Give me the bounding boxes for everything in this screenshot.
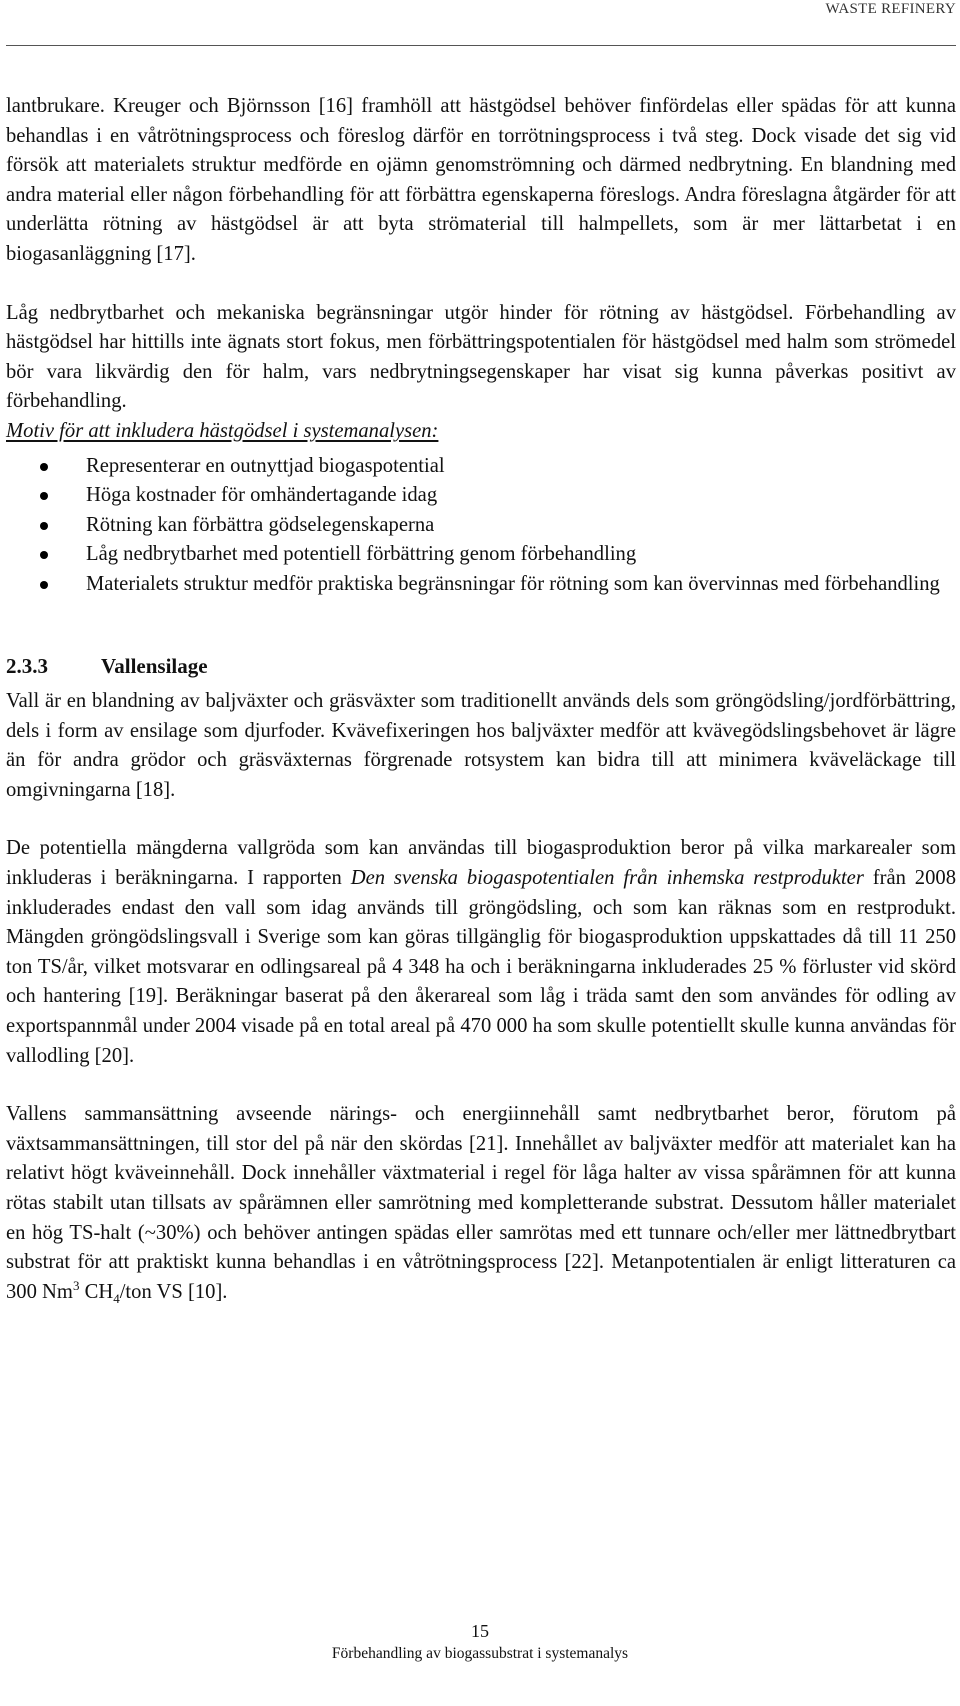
paragraph-vall-potential: De potentiella mängderna vallgröda som kan användas till biogasproduktion beror på vilka markarealer som inkluderas i beräkningarna. I rapporten Den svenska biogaspotentialen från inhemska restprodukter från 2008 inkluderades endast den vall som idag används till gröngödsling, och som kan räknas som en restprodukt. Mängden gröngödslingsvall i Sverige som kan göras tillgänglig för biogasproduktion uppskattades då till 11 250 ton TS/år, vilket motsvarar en odlingsareal på 4 348 ha och i beräkningarna inkluderades 25 % förluster vid skörd och hantering [19]. Beräkningar baserat på den åkerareal som låg i träda samt den som användes för odling av exportspannmål under 2004 visade på en total areal på 470 000 ha som skulle potentiellt skulle kunna användas för vallodling [20]. xyxy=(6,837,956,1067)
bullet-icon xyxy=(40,551,48,559)
report-title: Den svenska biogaspotentialen från inhemska restprodukter xyxy=(350,867,864,890)
list-item: Materialets struktur medför praktiska begränsningar för rötning som kan övervinnas med förbehandling xyxy=(6,570,956,600)
header-rule xyxy=(6,45,956,46)
bullet-icon xyxy=(40,463,48,471)
body-content xyxy=(6,92,956,1307)
section-heading xyxy=(6,652,956,682)
bullet-icon xyxy=(40,492,48,500)
motiv-heading: Motiv för att inkludera hästgödsel i systemanalysen: xyxy=(6,419,439,442)
section-title: Vallensilage xyxy=(101,653,208,678)
footer-title: Förbehandling av biogassubstrat i systemanalys xyxy=(331,1645,629,1662)
header-title: WASTE REFINERY xyxy=(825,1,956,17)
paragraph-vall-definition: Vall är en blandning av baljväxter och gräsväxter som traditionellt används dels som gröngödsling/jordförbättring, dels i form av ensilage som djurfoder. Kvävefixeringen hos baljväxter medför att kvävegödslingsbehovet är lägre än för andra grödor och gräsväxternas förgrenade rotsystem kan bidra till att minimera kväveläckage till omgivningarna [18]. xyxy=(6,690,956,801)
list-item: Representerar en outnyttjad biogaspotential xyxy=(6,452,956,482)
list-item: Rötning kan förbättra gödselegenskaperna xyxy=(6,511,956,541)
bullet-icon xyxy=(40,581,48,589)
section-number: 2.3.3 xyxy=(6,653,48,678)
motiv-list xyxy=(6,452,956,600)
paragraph-hastgodsel: Låg nedbrytbarhet och mekaniska begränsningar utgör hinder för rötning av hästgödsel. Förbehandling av hästgödsel har hittills inte ägnats stort fokus, men förbättringspotentialen för hästgödsel med halm som strömedel bör vara likvärdig den för halm, vars nedbrytningsegenskaper har visat sig kunna påverkas positivt av förbehandling. xyxy=(6,301,956,413)
paragraph-continuation: lantbrukare. Kreuger och Björnsson [16] framhöll att hästgödsel behöver finfördelas eller spädas för att kunna behandlas i en våtrötningsprocess och föreslog därför en torrötningsprocess i två steg. Dock visade det sig vid försök att materialets struktur medförde en ojämn genomströmning och därmed nedbrytning. En blandning med andra material eller någon förbehandling för att förbättra egenskaperna föreslogs. Andra föreslagna åtgärder för att underlätta rötning av hästgödsel är att byta strömaterial till halmpellets, som är mer lättarbetat i en biogasanläggning [17]. xyxy=(6,95,956,265)
list-item: Höga kostnader för omhändertagande idag xyxy=(6,481,956,511)
bullet-icon xyxy=(40,522,48,530)
list-item: Låg nedbrytbarhet med potentiell förbättring genom förbehandling xyxy=(6,540,956,570)
page-number: 15 xyxy=(471,1621,489,1641)
paragraph-vall-composition: Vallens sammansättning avseende närings- och energiinnehåll samt nedbrytbarhet beror, förutom på växtsammansättningen, till stor del på när den skördas [21]. Innehållet av baljväxter medför att materialet kan ha relativt högt kväveinnehåll. Dock innehåller växtmaterial i regel för låga halter av vissa spårämnen för att kunna rötas stabilt utan tillsats av spårämnen eller samrötning med kompletterande substrat. Dessutom håller materialet en hög TS-halt (~30%) och behöver antingen spädas eller samrötas med ett tunnare och/eller mer lättnedbrytbart substrat för att praktiskt kunna behandlas i en våtrötningsprocess [22]. Metanpotentialen är enligt litteraturen ca 300 Nm$^3$ $CH_4$/ton VS [10]. xyxy=(6,1103,956,1306)
